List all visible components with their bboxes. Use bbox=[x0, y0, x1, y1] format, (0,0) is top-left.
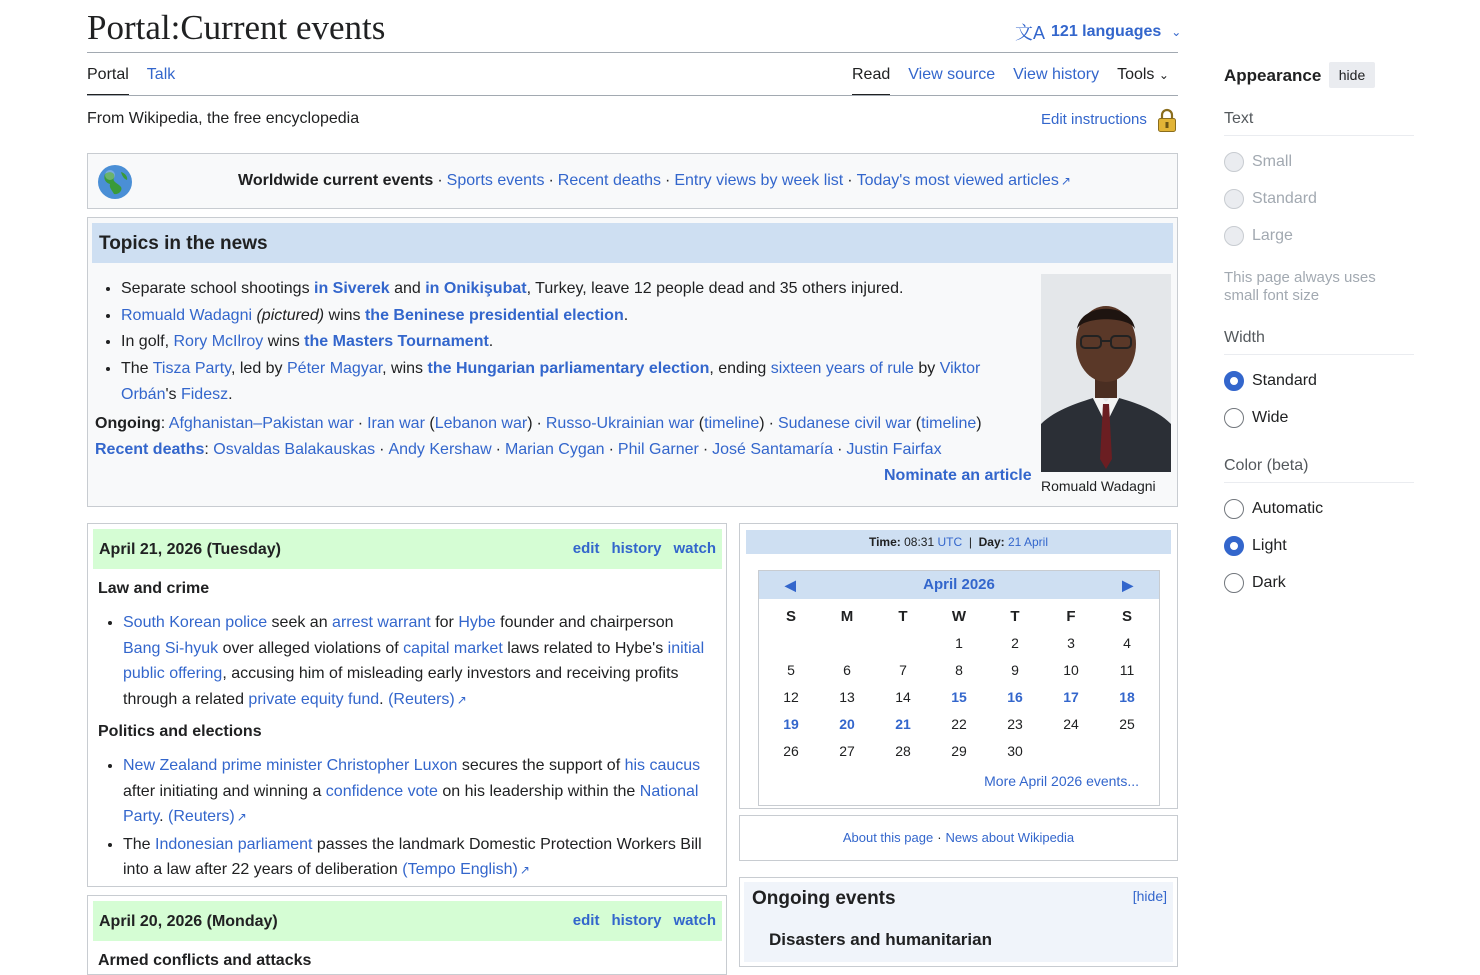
calendar-day: 9 bbox=[1011, 662, 1019, 678]
link-ongoing[interactable]: timeline bbox=[921, 415, 977, 432]
calendar-day: 2 bbox=[1011, 635, 1019, 651]
link-entry-views[interactable]: Entry views by week list bbox=[674, 172, 844, 189]
calendar-day[interactable]: 15 bbox=[951, 689, 967, 705]
calendar-day: 6 bbox=[843, 662, 851, 678]
calendar-day[interactable]: 17 bbox=[1063, 689, 1079, 705]
news-about-wikipedia-link[interactable]: News about Wikipedia bbox=[945, 830, 1075, 845]
calendar bbox=[758, 570, 1160, 806]
link-onikisubat[interactable]: in Onikişubat bbox=[425, 280, 527, 297]
calendar-day: 23 bbox=[1007, 716, 1023, 732]
utc-link[interactable]: UTC bbox=[937, 535, 963, 549]
link-fidesz[interactable]: Fidesz bbox=[180, 386, 229, 403]
divider bbox=[1224, 135, 1414, 136]
calendar-day: 22 bbox=[951, 716, 967, 732]
section-heading: Armed conflicts and attacks bbox=[98, 952, 312, 969]
link-siverek[interactable]: in Siverek bbox=[314, 280, 390, 297]
color-light-radio[interactable]: Light bbox=[1224, 536, 1287, 556]
text-size-standard-radio[interactable]: Standard bbox=[1224, 189, 1317, 209]
calendar-day[interactable]: 18 bbox=[1119, 689, 1135, 705]
calendar-weekday: S bbox=[1121, 608, 1132, 625]
time-bar: Time: 08:31 UTC | Day: 21 April bbox=[746, 530, 1171, 554]
image-caption: Romuald Wadagni bbox=[1041, 478, 1156, 494]
radio-dot bbox=[1224, 536, 1244, 556]
calendar-month[interactable]: April 2026 bbox=[923, 576, 995, 593]
day-heading-label: April 20, 2026 (Monday) bbox=[99, 913, 278, 930]
link-recent-deaths-label[interactable]: Recent deaths bbox=[95, 441, 205, 458]
external-link-icon: ↗ bbox=[236, 810, 247, 824]
external-link-icon: ↗ bbox=[519, 863, 530, 877]
link-recent-deaths[interactable]: Recent deaths bbox=[557, 172, 661, 189]
topics-in-the-news bbox=[87, 217, 1178, 507]
languages-label: 121 languages bbox=[1051, 23, 1162, 40]
view-tabs bbox=[852, 66, 1169, 96]
calendar-weekday: M bbox=[840, 608, 854, 625]
link-rory-mcilroy[interactable]: Rory McIlroy bbox=[173, 333, 264, 350]
divider bbox=[1224, 482, 1414, 483]
list-item: • South Korean police seek an arrest warrant for Hybe founder and chairperson Bang Si-hyuk over alleged violations of capital market laws related to Hybe's initial public offering, accusing him of misleading early investors and receiving profits through a related private equity fund. (Reuters) ↗ bbox=[123, 610, 715, 713]
radio-dot bbox=[1224, 226, 1244, 246]
link-ongoing[interactable]: Lebanon war bbox=[434, 415, 528, 432]
calendar-day: 24 bbox=[1063, 716, 1079, 732]
about-page-link[interactable]: About this page bbox=[842, 830, 934, 845]
ongoing-events-panel bbox=[744, 882, 1173, 962]
list-item: • Separate school shootings in Siverek and in Onikişubat, Turkey, leave 12 people dead and 35 others injured. bbox=[121, 276, 1032, 303]
calendar-day: 1 bbox=[955, 635, 963, 651]
link-viktor-orban[interactable]: Viktor Orbán bbox=[121, 359, 981, 403]
calendar-day: 29 bbox=[951, 743, 967, 759]
section-list bbox=[105, 753, 715, 885]
nominate-article-link[interactable]: Nominate an article bbox=[884, 467, 1032, 484]
link-masters-tournament[interactable]: the Masters Tournament bbox=[304, 333, 489, 350]
calendar-day: 12 bbox=[783, 689, 799, 705]
edit-link[interactable]: edit bbox=[572, 912, 600, 929]
next-month-icon[interactable]: ▶ bbox=[1122, 577, 1133, 593]
calendar-day: 13 bbox=[839, 689, 855, 705]
tab-view-history[interactable]: View history bbox=[1013, 66, 1100, 83]
namespace-tabs bbox=[87, 66, 175, 96]
calendar-day: 3 bbox=[1067, 635, 1075, 651]
watch-link[interactable]: watch bbox=[673, 912, 716, 929]
ongoing-subheading: Disasters and humanitarian bbox=[769, 930, 992, 949]
link-tisza-party[interactable]: Tisza Party bbox=[152, 359, 231, 377]
calendar-day bbox=[875, 630, 931, 657]
radio-dot bbox=[1224, 371, 1244, 391]
link-ongoing[interactable]: Russo-Ukrainian war bbox=[545, 415, 695, 432]
radio-dot bbox=[1224, 499, 1244, 519]
link-death[interactable]: Justin Fairfax bbox=[846, 441, 942, 458]
tab-talk[interactable]: Talk bbox=[146, 66, 176, 83]
tools-menu[interactable] bbox=[1117, 66, 1169, 96]
link-death[interactable]: Phil Garner bbox=[617, 441, 699, 458]
page-title: Portal:Current events bbox=[87, 8, 386, 47]
calendar-day: 7 bbox=[899, 662, 907, 678]
chevron-down-icon: ⌄ bbox=[1158, 68, 1169, 82]
link-death[interactable]: Osvaldas Balakauskas bbox=[213, 441, 376, 458]
calendar-panel bbox=[739, 523, 1178, 809]
calendar-day: 25 bbox=[1119, 716, 1135, 732]
history-link[interactable]: history bbox=[611, 912, 662, 929]
day-heading bbox=[93, 529, 722, 569]
link-sports-events[interactable]: Sports events bbox=[446, 172, 545, 189]
day-heading-label: April 21, 2026 (Tuesday) bbox=[99, 541, 281, 558]
width-label: Width bbox=[1224, 329, 1265, 346]
day-tools bbox=[573, 540, 716, 557]
previous-month-icon[interactable]: ◀ bbox=[785, 577, 796, 593]
calendar-day bbox=[1043, 738, 1099, 765]
calendar-day: 28 bbox=[895, 743, 911, 759]
lock-icon bbox=[1157, 108, 1177, 132]
calendar-day: 8 bbox=[955, 662, 963, 678]
day-tools bbox=[573, 912, 716, 929]
hide-link[interactable]: [hide] bbox=[1132, 888, 1167, 904]
tab-read[interactable]: Read bbox=[852, 66, 890, 96]
source-link[interactable]: (Tempo English) bbox=[402, 861, 518, 878]
current-time: 08:31 bbox=[904, 535, 935, 549]
link-sixteen-years[interactable]: sixteen years of rule bbox=[770, 359, 914, 377]
worldwide-links: Worldwide current events · Sports events · Recent deaths · Entry views by week list · Today's most viewed articles ↗ bbox=[238, 172, 1071, 189]
watch-link[interactable]: watch bbox=[673, 540, 716, 557]
tools-label: Tools bbox=[1117, 66, 1155, 83]
link-ongoing[interactable]: Iran war bbox=[367, 415, 425, 432]
calendar-day: 26 bbox=[783, 743, 799, 759]
section-list bbox=[105, 610, 715, 714]
calendar-day: 5 bbox=[787, 662, 795, 678]
link-hungarian-election[interactable]: the Hungarian parliamentary election bbox=[427, 359, 710, 377]
section-heading: Law and crime bbox=[98, 580, 210, 597]
link-peter-magyar[interactable]: Péter Magyar bbox=[287, 359, 383, 377]
list-item: • New Zealand prime minister Christopher Luxon secures the support of his caucus after initiating and winning a confidence vote on his leadership within the National Party. (Reuters) ↗ bbox=[123, 753, 715, 831]
radio-dot bbox=[1224, 189, 1244, 209]
calendar-weekday: S bbox=[785, 608, 796, 625]
calendar-weekday: F bbox=[1066, 608, 1076, 625]
source-link[interactable]: (Reuters) bbox=[168, 808, 235, 825]
calendar-weekday: T bbox=[1010, 608, 1020, 625]
link-ongoing[interactable]: timeline bbox=[704, 415, 760, 432]
list-item: • The Indonesian parliament passes the landmark Domestic Protection Workers Bill into a law after 22 years of deliberation (Tempo English) ↗ bbox=[123, 832, 715, 884]
tab-view-source[interactable]: View source bbox=[908, 66, 996, 83]
tab-portal[interactable]: Portal bbox=[87, 66, 129, 96]
history-link[interactable]: history bbox=[611, 540, 662, 557]
width-standard-radio[interactable]: Standard bbox=[1224, 371, 1317, 391]
color-label: Color (beta) bbox=[1224, 457, 1309, 474]
ongoing-events-title: Ongoing events bbox=[752, 888, 896, 909]
link-ongoing[interactable]: Afghanistan–Pakistan war bbox=[168, 415, 354, 432]
languages-button[interactable] bbox=[1015, 20, 1181, 44]
text-size-small-radio[interactable]: Small bbox=[1224, 152, 1292, 172]
link-beninese-election[interactable]: the Beninese presidential election bbox=[364, 306, 624, 324]
color-automatic-radio[interactable]: Automatic bbox=[1224, 499, 1323, 519]
link-death[interactable]: Andy Kershaw bbox=[388, 441, 492, 458]
calendar-day bbox=[1099, 738, 1155, 765]
ongoing-events-box bbox=[739, 877, 1178, 967]
calendar-day: 4 bbox=[1123, 635, 1131, 651]
site-tagline: From Wikipedia, the free encyclopedia bbox=[87, 110, 360, 127]
worldwide-current-events: Worldwide current events bbox=[238, 172, 434, 189]
recent-deaths-line: Recent deaths: Osvaldas Balakauskas · Andy Kershaw · Marian Cygan · Phil Garner · José Santamaría · Justin Fairfax bbox=[95, 441, 942, 458]
list-item: • Romuald Wadagni (pictured) wins the Beninese presidential election. bbox=[121, 303, 1032, 330]
edit-instructions-link[interactable]: Edit instructions bbox=[1041, 111, 1147, 128]
radio-dot bbox=[1224, 408, 1244, 428]
divider bbox=[1224, 354, 1414, 355]
link-romuald-wadagni[interactable]: Romuald Wadagni bbox=[121, 306, 253, 324]
calendar-grid bbox=[763, 603, 1155, 765]
topics-list bbox=[102, 276, 1032, 409]
calendar-header bbox=[759, 571, 1159, 599]
text-size-note: This page always uses small font size bbox=[1224, 269, 1376, 304]
text-size-large-radio[interactable]: Large bbox=[1224, 226, 1293, 246]
calendar-day: 30 bbox=[1007, 743, 1023, 759]
current-day-link[interactable]: 21 April bbox=[1007, 535, 1049, 549]
link-ongoing[interactable]: Sudanese civil war bbox=[777, 415, 912, 432]
translate-icon: 文A bbox=[1015, 23, 1046, 43]
title-divider bbox=[87, 52, 1178, 53]
more-events-link[interactable]: More April 2026 events... bbox=[984, 773, 1139, 789]
calendar-week-row bbox=[763, 684, 1155, 711]
list-item: • The Tisza Party, led by Péter Magyar, wins the Hungarian parliamentary election, ending sixteen years of rule by Viktor Orbán's Fidesz. bbox=[121, 356, 1032, 409]
link-death[interactable]: Marian Cygan bbox=[504, 441, 605, 458]
text-size-label: Text bbox=[1224, 110, 1254, 127]
calendar-week-row bbox=[763, 711, 1155, 738]
globe-icon bbox=[97, 164, 133, 200]
about-box: About this page · News about Wikipedia bbox=[739, 815, 1178, 861]
topics-heading: Topics in the news bbox=[92, 223, 1173, 263]
portrait-image[interactable] bbox=[1041, 274, 1171, 472]
calendar-day[interactable]: 21 bbox=[895, 716, 911, 732]
day-box bbox=[87, 523, 727, 887]
calendar-day: 14 bbox=[895, 689, 911, 705]
radio-dot bbox=[1224, 152, 1244, 172]
external-link-icon: ↗ bbox=[456, 692, 467, 707]
calendar-day: 27 bbox=[839, 743, 855, 759]
calendar-day[interactable]: 19 bbox=[783, 716, 799, 732]
calendar-week-row bbox=[763, 630, 1155, 657]
chevron-down-icon: ⌄ bbox=[1171, 25, 1182, 39]
calendar-day: 11 bbox=[1119, 662, 1135, 678]
appearance-hide-button[interactable]: hide bbox=[1329, 62, 1375, 88]
radio-dot bbox=[1224, 573, 1244, 593]
source-link[interactable]: (Reuters) bbox=[388, 690, 455, 708]
calendar-day: 10 bbox=[1063, 662, 1079, 678]
calendar-weekday: W bbox=[951, 608, 967, 625]
ongoing-line: Ongoing: Afghanistan–Pakistan war · Iran war (Lebanon war) · Russo-Ukrainian war (timeline) · Sudanese civil war (timeline) bbox=[95, 415, 982, 432]
link-death[interactable]: José Santamaría bbox=[712, 441, 834, 458]
day-box bbox=[87, 895, 727, 975]
width-wide-radio[interactable]: Wide bbox=[1224, 408, 1288, 428]
color-dark-radio[interactable]: Dark bbox=[1224, 573, 1286, 593]
calendar-day bbox=[819, 630, 875, 657]
link-most-viewed[interactable]: Today's most viewed articles bbox=[856, 172, 1059, 189]
calendar-weekday: T bbox=[898, 608, 908, 625]
external-link-icon: ↗ bbox=[1060, 174, 1071, 188]
calendar-weekday-row bbox=[763, 603, 1155, 630]
calendar-week-row bbox=[763, 738, 1155, 765]
calendar-day[interactable]: 16 bbox=[1007, 689, 1023, 705]
list-item: • In golf, Rory McIlroy wins the Masters Tournament. bbox=[121, 329, 1032, 356]
section-heading: Politics and elections bbox=[98, 723, 262, 740]
calendar-day[interactable]: 20 bbox=[839, 716, 855, 732]
calendar-week-row bbox=[763, 657, 1155, 684]
tabs-divider bbox=[87, 95, 1178, 96]
appearance-title: Appearance bbox=[1224, 66, 1322, 85]
worldwide-events-bar bbox=[87, 153, 1178, 209]
calendar-day bbox=[763, 630, 819, 657]
day-heading bbox=[93, 901, 722, 941]
edit-link[interactable]: edit bbox=[572, 540, 600, 557]
